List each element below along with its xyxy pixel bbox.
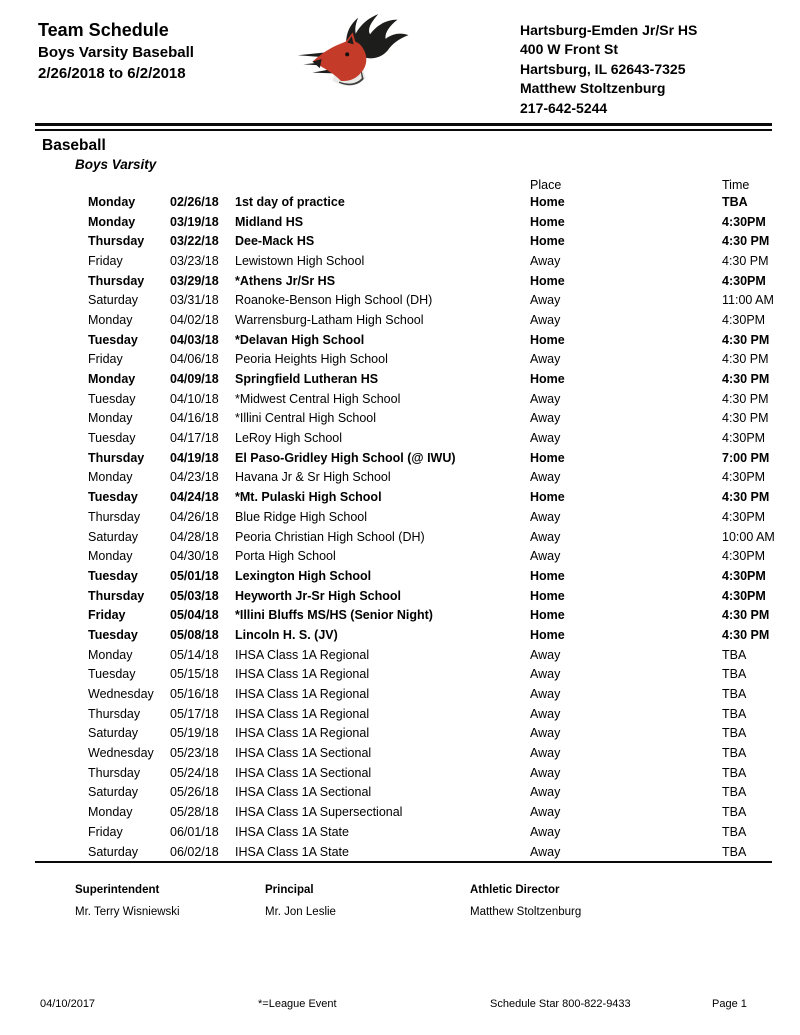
row-day: Monday <box>88 549 133 564</box>
row-day: Monday <box>88 372 136 387</box>
schedule-table <box>0 178 800 861</box>
row-event: *Illini Central High School <box>235 411 377 426</box>
row-date: 04/19/18 <box>170 450 219 465</box>
row-event: IHSA Class 1A Regional <box>235 647 370 662</box>
schedule-row <box>0 704 800 724</box>
row-date: 04/02/18 <box>170 312 219 327</box>
schedule-row <box>0 448 800 468</box>
row-date: 04/26/18 <box>170 509 219 524</box>
row-time: 4:30PM <box>722 588 766 603</box>
col-place-header: Place <box>530 178 562 192</box>
footer-league-legend: *=League Event <box>258 998 337 1010</box>
row-day: Tuesday <box>88 568 138 583</box>
row-time: 4:30PM <box>722 568 766 583</box>
row-date: 04/09/18 <box>170 372 219 387</box>
row-date: 04/23/18 <box>170 470 219 485</box>
row-event: IHSA Class 1A Supersectional <box>235 805 403 820</box>
row-time: 4:30 PM <box>722 253 769 268</box>
schedule-row <box>0 743 800 763</box>
schedule-row <box>0 724 800 744</box>
schedule-row <box>0 822 800 842</box>
schedule-row <box>0 527 800 547</box>
row-time: 4:30 PM <box>722 332 770 347</box>
schedule-rows <box>0 192 800 861</box>
row-event: *Delavan High School <box>235 332 365 347</box>
school-info <box>520 21 697 118</box>
row-day: Saturday <box>88 293 139 308</box>
row-place: Away <box>530 312 561 327</box>
row-place: Home <box>530 568 565 583</box>
row-day: Thursday <box>88 588 145 603</box>
schedule-row <box>0 842 800 862</box>
schedule-row <box>0 409 800 429</box>
row-day: Thursday <box>88 706 141 721</box>
schedule-row <box>0 350 800 370</box>
row-date: 03/23/18 <box>170 253 219 268</box>
row-place: Away <box>530 687 561 702</box>
row-day: Monday <box>88 214 136 229</box>
row-day: Monday <box>88 470 133 485</box>
row-time: TBA <box>722 746 747 761</box>
row-day: Tuesday <box>88 391 136 406</box>
row-date: 04/30/18 <box>170 549 219 564</box>
row-place: Away <box>530 647 561 662</box>
schedule-row <box>0 783 800 803</box>
row-event: Roanoke-Benson High School (DH) <box>235 293 433 308</box>
footer-generated-date: 04/10/2017 <box>40 998 96 1010</box>
contact-name: Matthew Stoltzenburg <box>520 80 666 97</box>
row-event: Blue Ridge High School <box>235 509 368 524</box>
row-date: 05/14/18 <box>170 647 219 662</box>
row-day: Thursday <box>88 765 141 780</box>
schedule-row <box>0 566 800 586</box>
schedule-row <box>0 369 800 389</box>
schedule-row <box>0 665 800 685</box>
row-day: Tuesday <box>88 332 138 347</box>
row-place: Away <box>530 844 561 859</box>
row-time: 11:00 AM <box>722 293 774 308</box>
row-event: Lewistown High School <box>235 253 365 268</box>
stag-mascot-logo <box>296 8 424 98</box>
row-time: 4:30 PM <box>722 352 769 367</box>
footer-vendor: Schedule Star 800-822-9433 <box>490 998 631 1010</box>
schedule-row <box>0 763 800 783</box>
row-date: 04/06/18 <box>170 352 219 367</box>
row-day: Friday <box>88 608 126 623</box>
row-day: Monday <box>88 647 133 662</box>
row-day: Tuesday <box>88 490 138 505</box>
schedule-row <box>0 487 800 507</box>
row-place: Away <box>530 805 561 820</box>
row-time: TBA <box>722 687 747 702</box>
signature-name: Matthew Stoltzenburg <box>470 906 582 918</box>
schedule-row <box>0 586 800 606</box>
row-event: Peoria Heights High School <box>235 352 388 367</box>
contact-phone: 217-642-5244 <box>520 99 608 116</box>
schedule-row <box>0 251 800 271</box>
signature-title: Superintendent <box>75 884 160 896</box>
row-day: Saturday <box>88 785 139 800</box>
row-event: Dee-Mack HS <box>235 234 315 249</box>
row-event: *Midwest Central High School <box>235 391 401 406</box>
schedule-row <box>0 802 800 822</box>
row-day: Tuesday <box>88 431 136 446</box>
row-time: 4:30 PM <box>722 490 770 505</box>
schedule-row <box>0 507 800 527</box>
schedule-date-range: 2/26/2018 to 6/2/2018 <box>38 65 186 82</box>
schedule-row <box>0 605 800 625</box>
row-date: 06/02/18 <box>170 844 219 859</box>
row-time: TBA <box>722 805 747 820</box>
row-time: 7:00 PM <box>722 450 770 465</box>
row-time: 4:30PM <box>722 470 766 485</box>
header-divider <box>35 123 772 131</box>
row-place: Away <box>530 509 561 524</box>
row-day: Friday <box>88 253 123 268</box>
row-date: 05/19/18 <box>170 726 219 741</box>
row-date: 06/01/18 <box>170 824 219 839</box>
row-time: 4:30 PM <box>722 391 769 406</box>
row-place: Home <box>530 627 565 642</box>
row-event: *Athens Jr/Sr HS <box>235 273 336 288</box>
row-place: Home <box>530 273 565 288</box>
row-date: 03/19/18 <box>170 214 219 229</box>
row-time: TBA <box>722 706 747 721</box>
footer-page-number: Page 1 <box>712 998 747 1010</box>
row-date: 05/24/18 <box>170 765 219 780</box>
row-time: 4:30 PM <box>722 627 770 642</box>
row-place: Away <box>530 352 561 367</box>
header-left <box>38 20 194 84</box>
schedule-row <box>0 468 800 488</box>
stag-head-icon <box>296 8 424 98</box>
row-date: 02/26/18 <box>170 194 219 209</box>
row-date: 05/01/18 <box>170 568 219 583</box>
signature-superintendent <box>75 884 180 918</box>
row-day: Tuesday <box>88 667 136 682</box>
row-place: Away <box>530 765 561 780</box>
row-date: 03/22/18 <box>170 234 219 249</box>
signature-name: Mr. Terry Wisniewski <box>75 906 180 918</box>
row-day: Saturday <box>88 844 139 859</box>
schedule-row <box>0 625 800 645</box>
row-date: 04/10/18 <box>170 391 219 406</box>
row-time: 4:30PM <box>722 312 766 327</box>
row-day: Thursday <box>88 450 145 465</box>
row-place: Away <box>530 529 561 544</box>
row-time: TBA <box>722 765 747 780</box>
row-place: Away <box>530 549 561 564</box>
row-event: Havana Jr & Sr High School <box>235 470 391 485</box>
row-time: 4:30 PM <box>722 608 770 623</box>
schedule-row <box>0 271 800 291</box>
row-date: 05/28/18 <box>170 805 219 820</box>
row-place: Home <box>530 194 565 209</box>
row-place: Home <box>530 214 565 229</box>
row-event: IHSA Class 1A State <box>235 824 349 839</box>
row-event: Midland HS <box>235 214 304 229</box>
row-day: Saturday <box>88 726 139 741</box>
schedule-row <box>0 310 800 330</box>
row-place: Home <box>530 450 565 465</box>
row-place: Away <box>530 824 561 839</box>
row-time: TBA <box>722 647 747 662</box>
row-date: 04/17/18 <box>170 431 219 446</box>
row-event: El Paso-Gridley High School (@ IWU) <box>235 450 456 465</box>
row-place: Home <box>530 490 565 505</box>
schedule-row <box>0 645 800 665</box>
row-time: 4:30 PM <box>722 411 769 426</box>
row-event: Heyworth Jr-Sr High School <box>235 588 401 603</box>
row-event: Peoria Christian High School (DH) <box>235 529 425 544</box>
row-event: *Illini Bluffs MS/HS (Senior Night) <box>235 608 433 623</box>
row-place: Away <box>530 785 561 800</box>
row-event: 1st day of practice <box>235 194 345 209</box>
row-day: Wednesday <box>88 687 154 702</box>
row-event: IHSA Class 1A Regional <box>235 706 370 721</box>
team-level-heading: Boys Varsity <box>75 157 157 172</box>
row-event: Lincoln H. S. (JV) <box>235 627 338 642</box>
row-day: Tuesday <box>88 627 138 642</box>
signature-principal <box>265 884 336 918</box>
row-date: 05/08/18 <box>170 627 219 642</box>
row-place: Home <box>530 588 565 603</box>
row-place: Away <box>530 391 561 406</box>
row-date: 03/29/18 <box>170 273 219 288</box>
row-date: 05/17/18 <box>170 706 219 721</box>
row-time: TBA <box>722 667 747 682</box>
row-date: 05/03/18 <box>170 588 219 603</box>
row-day: Friday <box>88 352 123 367</box>
row-event: LeRoy High School <box>235 431 343 446</box>
row-day: Wednesday <box>88 746 154 761</box>
row-date: 05/16/18 <box>170 687 219 702</box>
schedule-row <box>0 428 800 448</box>
row-place: Away <box>530 293 561 308</box>
row-time: TBA <box>722 824 747 839</box>
row-day: Monday <box>88 411 133 426</box>
row-day: Thursday <box>88 509 141 524</box>
row-event: IHSA Class 1A Regional <box>235 667 370 682</box>
row-place: Home <box>530 608 565 623</box>
row-date: 05/15/18 <box>170 667 219 682</box>
row-place: Away <box>530 431 561 446</box>
row-event: *Mt. Pulaski High School <box>235 490 382 505</box>
schedule-row <box>0 684 800 704</box>
table-bottom-divider <box>35 861 772 863</box>
row-day: Saturday <box>88 529 139 544</box>
row-date: 04/24/18 <box>170 490 219 505</box>
row-time: TBA <box>722 844 747 859</box>
signature-title: Principal <box>265 884 314 896</box>
row-date: 05/23/18 <box>170 746 219 761</box>
row-time: 10:00 AM <box>722 529 775 544</box>
row-event: Springfield Lutheran HS <box>235 372 379 387</box>
row-event: Warrensburg-Latham High School <box>235 312 424 327</box>
row-day: Thursday <box>88 273 145 288</box>
row-place: Home <box>530 372 565 387</box>
signature-title: Athletic Director <box>470 884 560 896</box>
row-day: Thursday <box>88 234 145 249</box>
row-place: Away <box>530 411 561 426</box>
row-event: IHSA Class 1A Sectional <box>235 746 372 761</box>
row-date: 04/28/18 <box>170 529 219 544</box>
schedule-row <box>0 290 800 310</box>
row-time: 4:30PM <box>722 509 766 524</box>
school-city: Hartsburg, IL 62643-7325 <box>520 60 686 77</box>
row-time: TBA <box>722 785 747 800</box>
sport-heading: Baseball <box>42 137 106 154</box>
schedule-row <box>0 212 800 232</box>
row-place: Home <box>530 332 565 347</box>
col-time-header: Time <box>722 178 750 192</box>
row-time: TBA <box>722 194 748 209</box>
row-time: 4:30PM <box>722 214 766 229</box>
schedule-row <box>0 389 800 409</box>
row-time: 4:30PM <box>722 273 766 288</box>
row-place: Away <box>530 470 561 485</box>
row-time: 4:30PM <box>722 549 766 564</box>
row-place: Away <box>530 746 561 761</box>
row-time: 4:30 PM <box>722 372 770 387</box>
row-place: Away <box>530 253 561 268</box>
row-day: Monday <box>88 194 136 209</box>
schedule-row <box>0 192 800 212</box>
school-street: 400 W Front St <box>520 41 619 58</box>
row-date: 05/04/18 <box>170 608 219 623</box>
row-time: 4:30PM <box>722 431 766 446</box>
row-place: Away <box>530 667 561 682</box>
signature-athletic-director <box>470 884 581 918</box>
row-event: IHSA Class 1A Sectional <box>235 785 372 800</box>
row-event: IHSA Class 1A Sectional <box>235 765 372 780</box>
schedule-header-row <box>0 178 800 192</box>
schedule-row <box>0 231 800 251</box>
row-date: 04/03/18 <box>170 332 219 347</box>
page-title: Team Schedule <box>38 20 169 40</box>
row-date: 04/16/18 <box>170 411 219 426</box>
schedule-row <box>0 330 800 350</box>
row-time: 4:30 PM <box>722 234 770 249</box>
row-date: 05/26/18 <box>170 785 219 800</box>
row-place: Away <box>530 706 561 721</box>
schedule-row <box>0 546 800 566</box>
row-date: 03/31/18 <box>170 293 219 308</box>
row-event: Lexington High School <box>235 568 372 583</box>
row-event: IHSA Class 1A State <box>235 844 349 859</box>
school-name: Hartsburg-Emden Jr/Sr HS <box>520 22 698 38</box>
row-place: Away <box>530 726 561 741</box>
row-day: Friday <box>88 824 123 839</box>
row-place: Home <box>530 234 565 249</box>
row-event: IHSA Class 1A Regional <box>235 726 370 741</box>
team-name: Boys Varsity Baseball <box>38 44 194 61</box>
row-day: Monday <box>88 312 133 327</box>
row-event: IHSA Class 1A Regional <box>235 687 370 702</box>
row-time: TBA <box>722 726 747 741</box>
row-event: Porta High School <box>235 549 336 564</box>
signature-name: Mr. Jon Leslie <box>265 906 336 918</box>
row-day: Monday <box>88 805 133 820</box>
